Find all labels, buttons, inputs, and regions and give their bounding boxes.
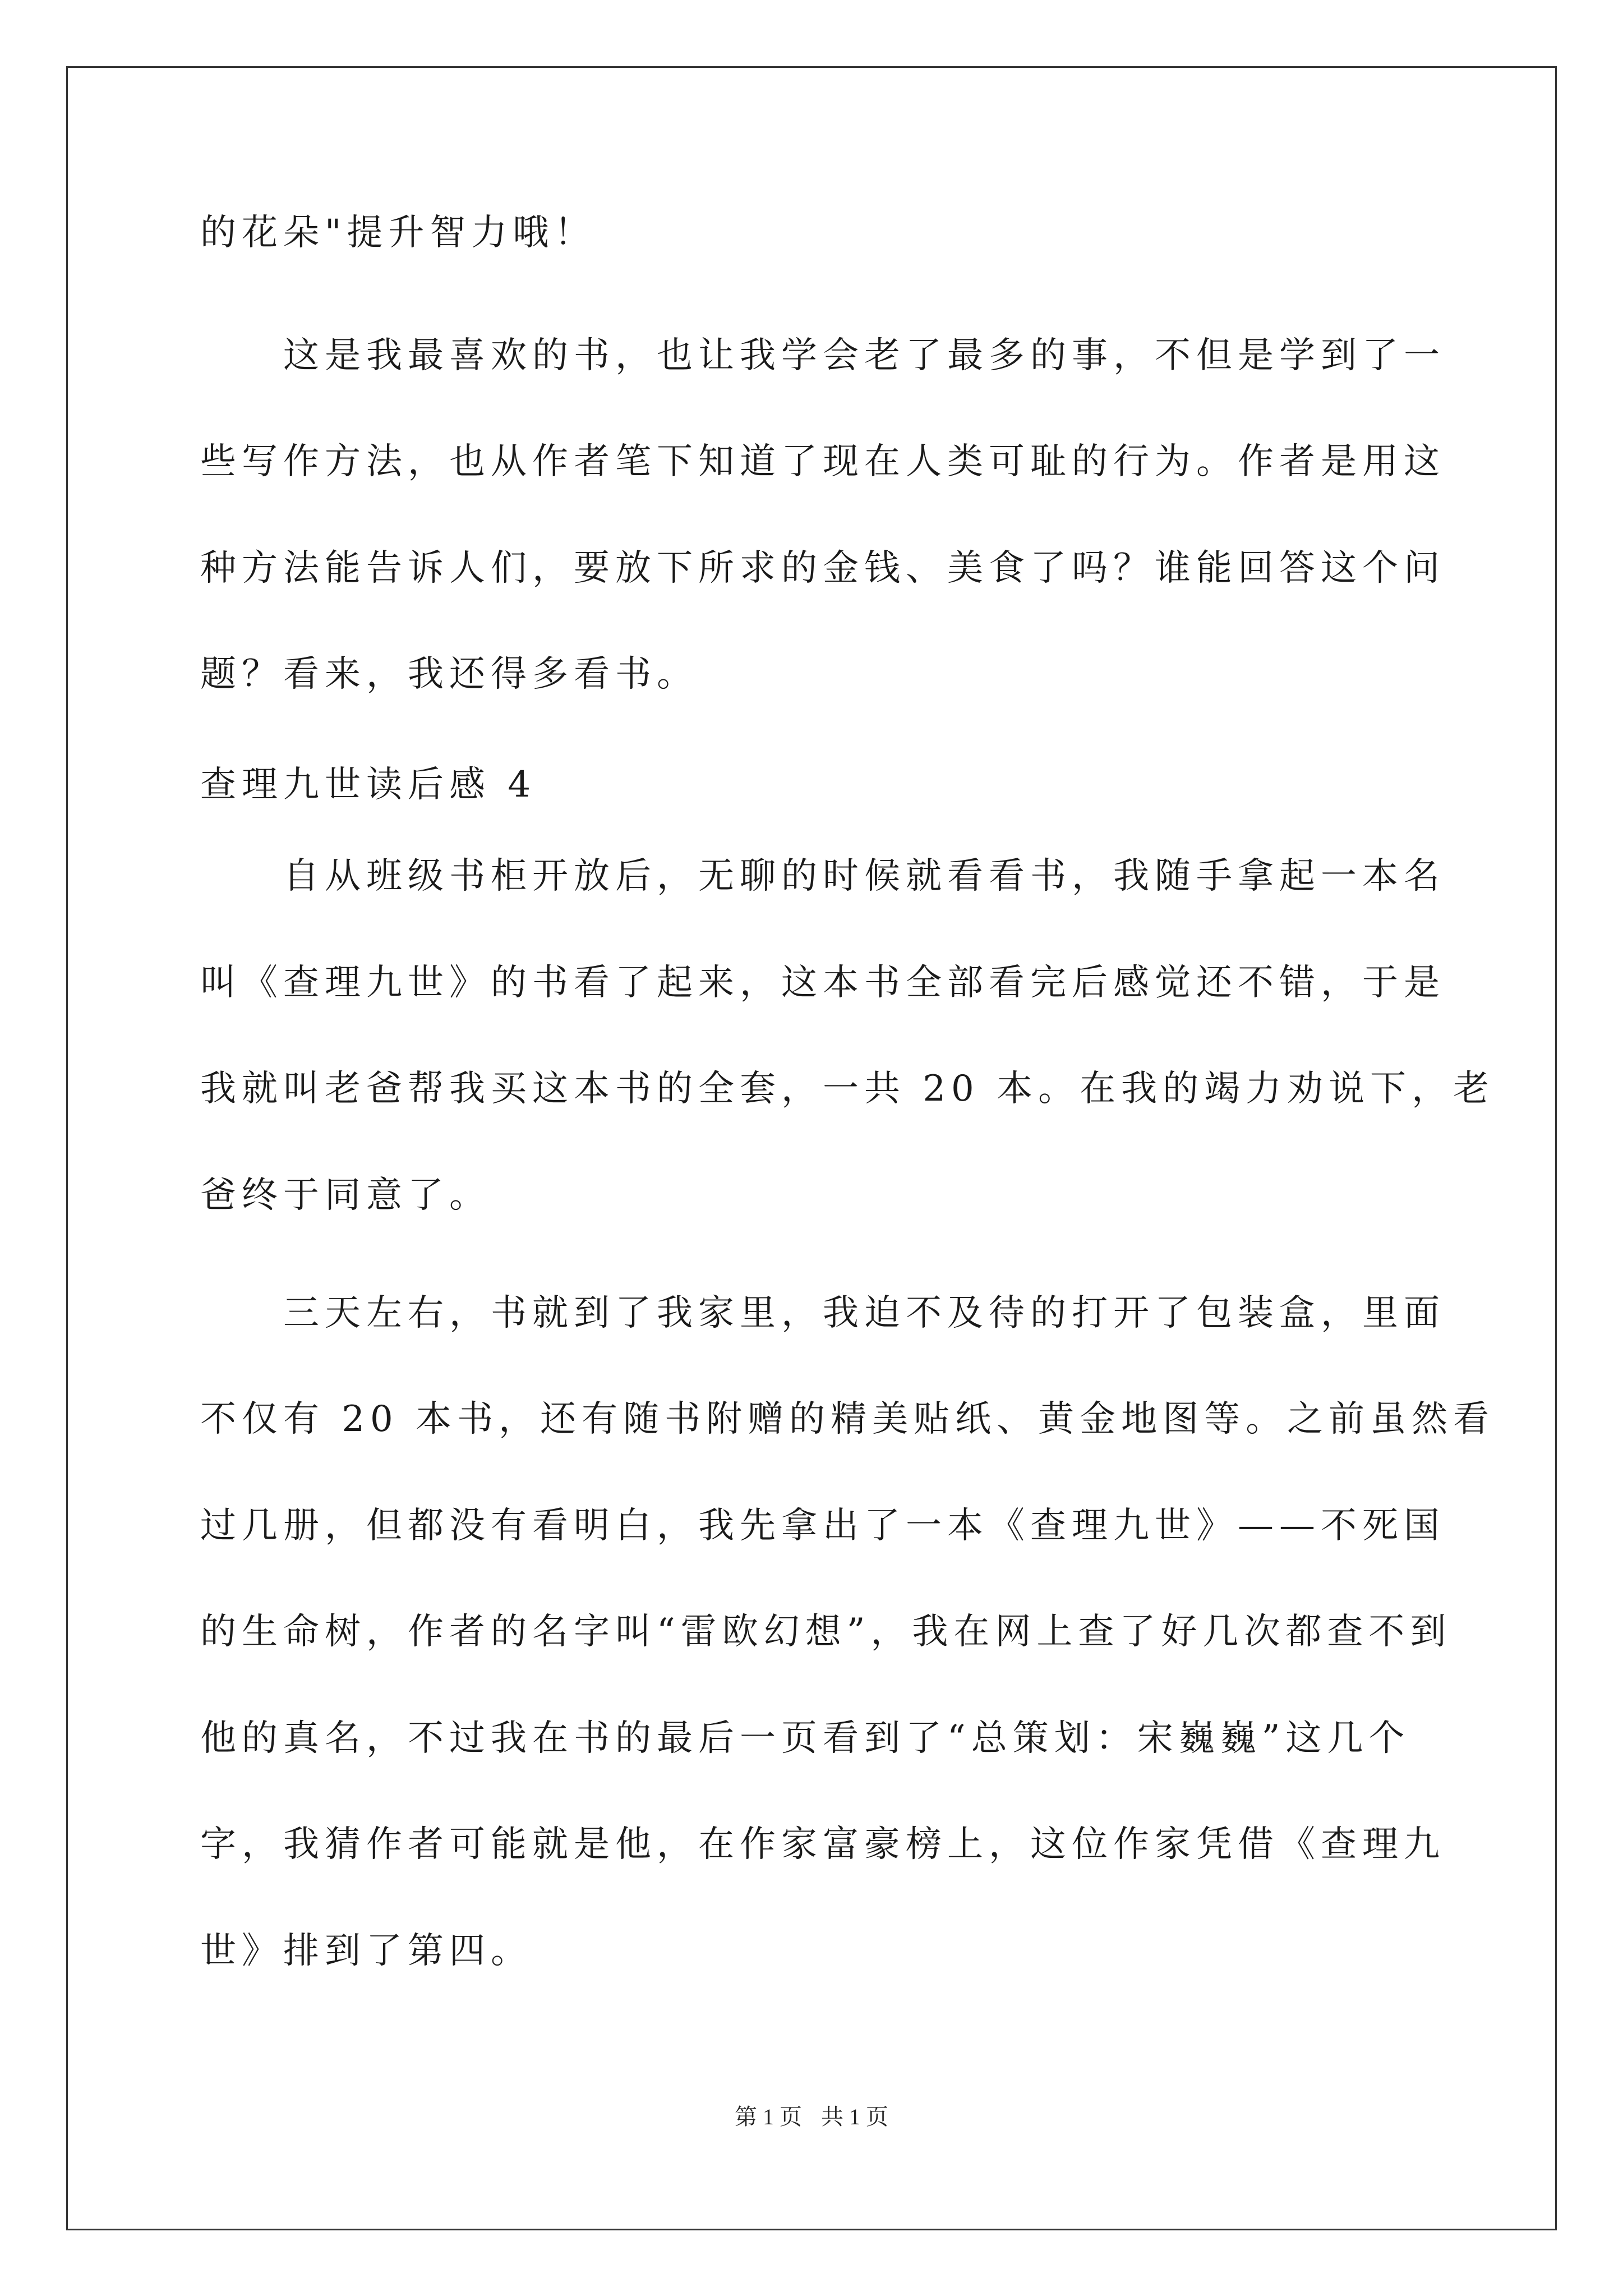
page-number: 第 1 页 — [735, 2104, 802, 2129]
text-line: 的花朵"提升智力哦！ — [200, 212, 596, 254]
page-border — [66, 66, 1557, 2230]
text-line: 字，我猜作者可能就是他，在作家富豪榜上，这位作家凭借《查理九 — [200, 1824, 1445, 1865]
text-line: 他的真名，不过我在书的最后一页看到了“总策划：宋巍巍”这几个 — [200, 1718, 1410, 1759]
text-line: 些写作方法，也从作者笔下知道了现在人类可耻的行为。作者是用这 — [200, 441, 1445, 482]
paragraph-first-line: 三天左右，书就到了我家里，我迫不及待的打开了包装盒，里面 — [283, 1292, 1445, 1334]
text-line: 题？看来，我还得多看书。 — [200, 654, 698, 695]
text-line: 爸终于同意了。 — [200, 1175, 491, 1216]
page-footer — [0, 2099, 1623, 2131]
text-line: 叫《查理九世》的书看了起来，这本书全部看完后感觉还不错，于是 — [200, 962, 1445, 1004]
paragraph-first-line: 这是我最喜欢的书，也让我学会老了最多的事，不但是学到了一 — [283, 335, 1445, 376]
paragraph-first-line: 自从班级书柜开放后，无聊的时候就看看书，我随手拿起一本名 — [283, 855, 1445, 897]
text-line: 不仅有 20 本书，还有随书附赠的精美贴纸、黄金地图等。之前虽然看 — [200, 1398, 1495, 1440]
text-line: 的生命树，作者的名字叫“雷欧幻想”，我在网上查了好几次都查不到 — [200, 1611, 1452, 1653]
total-pages: 共 1 页 — [821, 2104, 888, 2129]
text-line: 我就叫老爸帮我买这本书的全套，一共 20 本。在我的竭力劝说下，老 — [200, 1068, 1495, 1110]
text-line: 世》排到了第四。 — [200, 1930, 532, 1972]
text-line: 种方法能告诉人们，要放下所求的金钱、美食了吗？谁能回答这个问 — [200, 547, 1445, 589]
text-line: 过几册，但都没有看明白，我先拿出了一本《查理九世》——不死国 — [200, 1505, 1445, 1547]
section-heading: 查理九世读后感 4 — [200, 764, 537, 806]
